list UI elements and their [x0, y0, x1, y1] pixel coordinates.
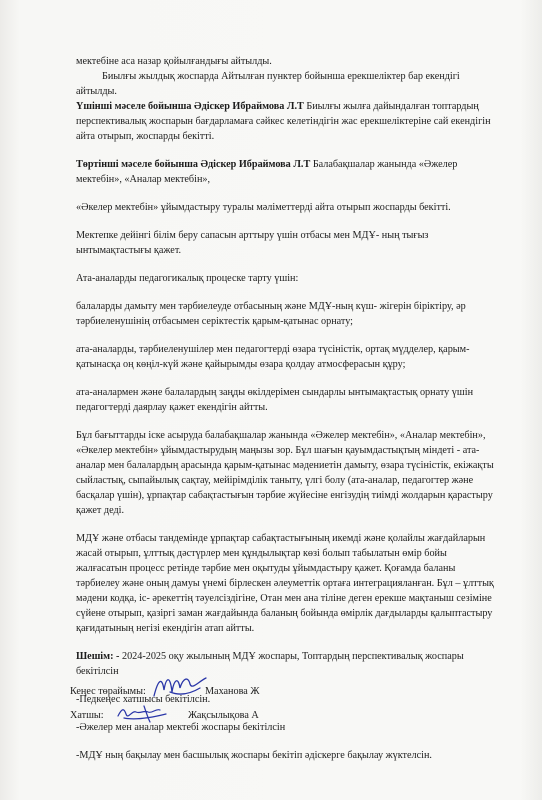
- decision-paragraph: [76, 649, 496, 679]
- signature-role: Кеңес төрайымы:: [70, 686, 146, 697]
- handwritten-signature-secretary: [114, 700, 170, 726]
- signature-line-chair: [70, 686, 146, 697]
- agenda-item-text: Балабақшалар жанында «Әжелер мектебін», «Аналар мектебін»,: [76, 159, 458, 185]
- signature-role: Хатшы:: [70, 710, 104, 721]
- decision-label: Шешім: -: [76, 651, 120, 662]
- paragraph: Биылғы жылдық жоспарда Айтылған пунктер бойынша ерекшеліктер бар екендігі айтылды.: [76, 71, 460, 97]
- handwritten-signature-chair: [150, 670, 210, 704]
- agenda-item-heading: Төртінші мәселе бойынша Әдіскер Ибраймова Л.Т: [76, 159, 311, 170]
- signatory-name: Жақсылықова А: [188, 710, 259, 721]
- paragraph: «Әкелер мектебін» ұйымдастыру туралы мәліметтерді айта отырып жоспарды бекітті.: [76, 202, 451, 213]
- paragraph: ата-аналарды, тәрбиеленушілер мен педагогтерді өзара түсіністік, ортақ мүдделер, қарым-қатынасқа оң көңіл-күй және қайырымды өзара қолдау атмосферасын құру;: [76, 344, 470, 370]
- paragraph: ата-аналармен және балалардың заңды өкілдерімен сындарлы ынтымақтастық орнату үшін педагогтерді даярлау қажет екендігін айтты.: [76, 387, 474, 413]
- paragraph: мектебіне аса назар қойылғандығы айтылды.: [76, 56, 272, 67]
- paragraph: МДҰ және отбасы тандемінде ұрпақтар сабақтастығының икемді және қолайлы жағдайларын жасай отырып, ұлттық дәстүрлер мен құндылықтар көзі болып табылатын өмір бойы жалғасатын процесс ретінде тәрбие мен оқытуды ұйымдастыру қажет. Қоғамда баланы тәрбиелеу және оның дамуы үнемі бірлескен әлеуметтік ортаға интеграцияланған. Бұл – ұлттық мәдени кодқа, іс- әрекеттің тәуелсіздігіне, Отан мен ана тіліне деген ерекше мақтаныш сезіміне сүйене отырып, қазіргі заман жағдайында баланың бойында өмірлік дағдыларды қалыптастыру қағидатының негізі екендігін атап айтты.: [76, 533, 494, 634]
- paragraph: Бұл бағыттарды іске асыруда балабақшалар жанында «Әжелер мектебін», «Аналар мектебін», «Әкелер мектебін» ұйымдастырудың маңызы зор. Бұл шағын қауымдастықтың міндеті - ата-аналар мен балалардың арасында қарым-қатынас мәдениетін дамыту, өзара түсіністік, екіжақты сыйластық, сыпайылық сақтау, мейірімділік таныту, үлгі болу (ата-аналар, педагогтер және басқалар үшін), ұрпақтар сабақтастығын тәрбие жүйесіне енгізудің тиімді жолдарын қарастыру қажет деді.: [76, 430, 494, 516]
- signature-name-secretary: [188, 710, 259, 721]
- document-body: [76, 54, 496, 763]
- decision-item: -МДҰ ның бақылау мен басшылық жоспары бекітіп әдіскерге бақылау жүктелсін.: [76, 750, 432, 761]
- signature-line-secretary: [70, 710, 104, 721]
- paragraph: Мектепке дейінгі білім беру сапасын арттыру үшін отбасы мен МДҰ- ның тығыз ынтымақтастығы қажет.: [76, 230, 429, 256]
- paragraph: [76, 99, 496, 144]
- agenda-item-text: Биылғы жылға дайындалған топтардың перспективалық жоспарын бағдарламаға сәйкес келетіндігін жас ерекшеліктеріне сай екендігін айта отырып, жоспарды бекітті.: [76, 101, 491, 142]
- signature-name-chair: [205, 686, 259, 697]
- paragraph: Ата-аналарды педагогикалық процеске тарту үшін:: [76, 273, 299, 284]
- paragraph: балаларды дамыту мен тәрбиелеуде отбасының және МДҰ-ның күш- жігерін біріктіру, әр тәрбиеленушінің отбасымен серіктестік қарым-қатынас орнату;: [76, 301, 466, 327]
- decision-text: 2024-2025 оқу жылының МДҰ жоспары, Топтардың перспективалық жоспары бекітілсін: [76, 651, 464, 677]
- decision-item: -Педкеңес хатшысы бекітілсін.: [76, 694, 211, 705]
- decision-item: -Әжелер мен аналар мектебі жоспары бекітілсін: [76, 722, 286, 733]
- paragraph: [76, 157, 496, 187]
- agenda-item-heading: Үшінші мәселе бойынша Әдіскер Ибраймова Л.Т: [76, 101, 304, 112]
- signatory-name: Маханова Ж: [205, 686, 260, 697]
